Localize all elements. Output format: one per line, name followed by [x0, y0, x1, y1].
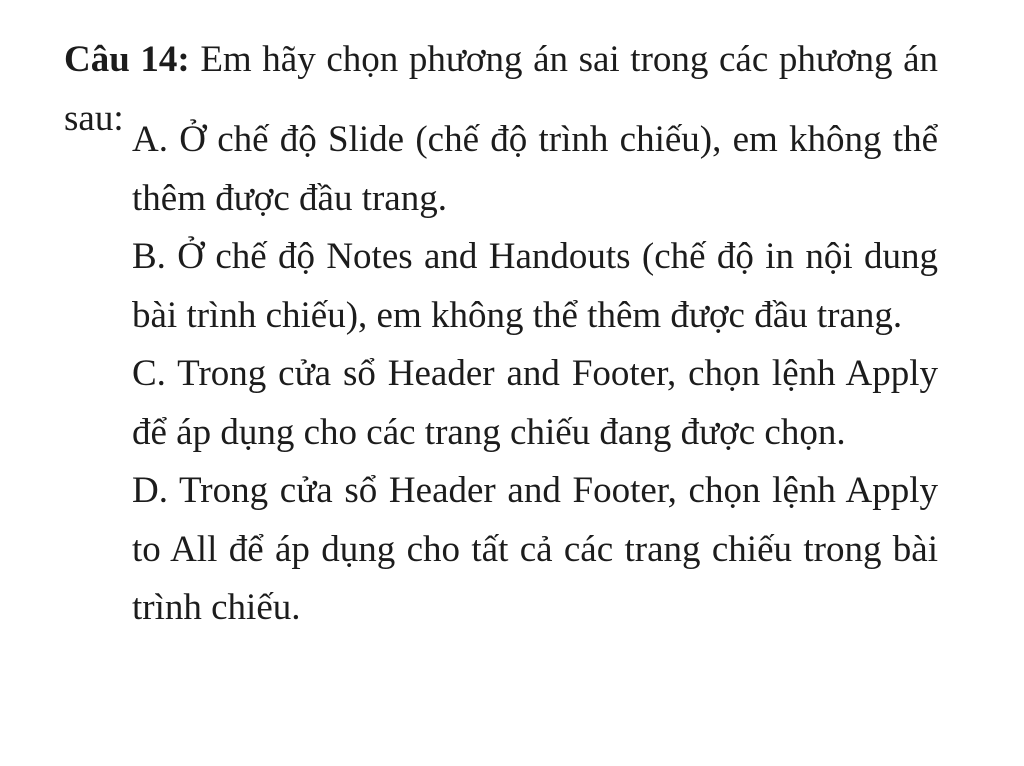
- option-b: B. Ở chế độ Notes and Handouts (chế độ in nội dung bài trình chiếu), em không thể thêm được đầu trang.: [132, 236, 938, 336]
- answer-options: [132, 111, 938, 638]
- question-text: Em hãy chọn phương án sai trong các phương án sau:: [64, 39, 939, 139]
- option-d: D. Trong cửa sổ Header and Footer, chọn lệnh Apply to All để áp dụng cho tất cả các trang chiếu trong bài trình chiếu.: [132, 470, 938, 628]
- option-c: C. Trong cửa sổ Header and Footer, chọn lệnh Apply để áp dụng cho các trang chiếu đang được chọn.: [132, 353, 938, 453]
- option-a: A. Ở chế độ Slide (chế độ trình chiếu), em không thể thêm được đầu trang.: [132, 119, 938, 219]
- question-label: Câu 14:: [64, 39, 190, 80]
